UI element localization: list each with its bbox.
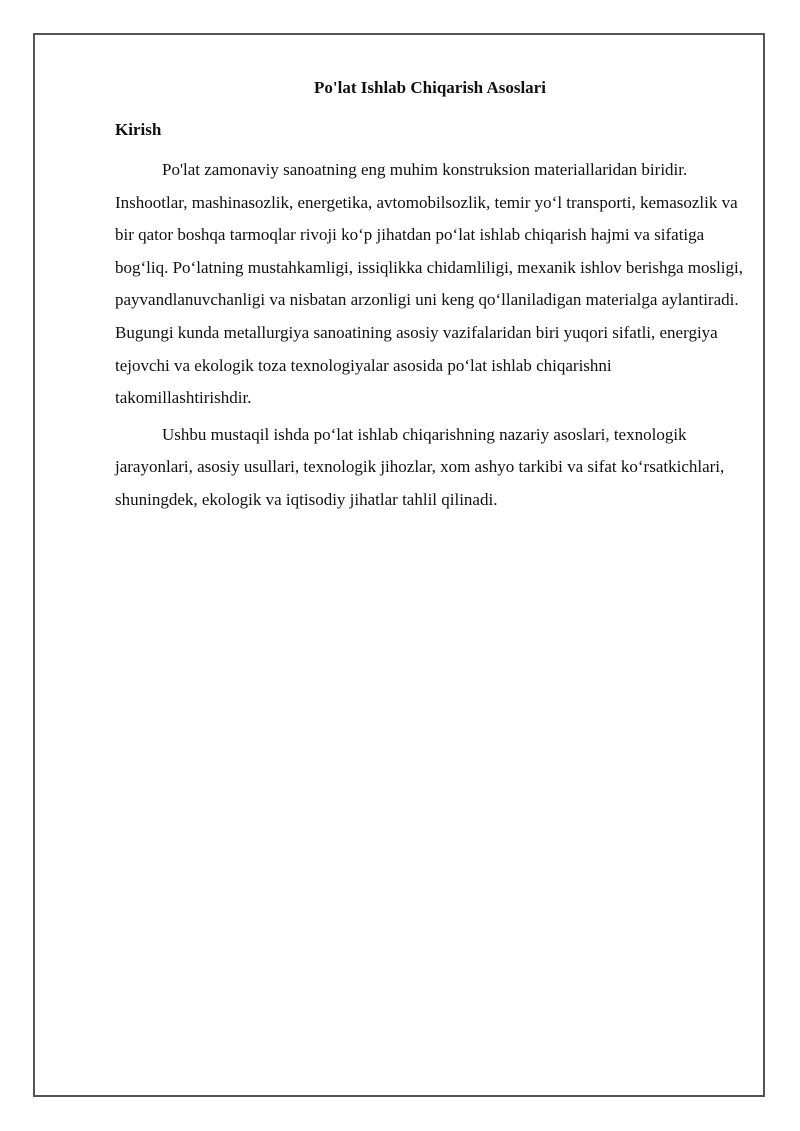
paragraph-scope: Ushbu mustaqil ishda po‘lat ishlab chiqarishning nazariy asoslari, texnologik jarayonlari, asosiy usullari, texnologik jihozlar, xom ashyo tarkibi va sifat ko‘rsatkichlari, shuningdek, ekologik va iqtisodiy jihatlar tahlil qilinadi. (115, 424, 725, 509)
document-title: Po'lat Ishlab Chiqarish Asoslari (314, 78, 546, 97)
section-heading: Kirish (115, 120, 162, 139)
paragraph-intro: Po'lat zamonaviy sanoatning eng muhim konstruksion materiallaridan biridir. Inshootlar, mashinasozlik, energetika, avtomobilsozlik, temir yo‘l transporti, kemasozlik va bir qator boshqa tarmoqlar rivoji ko‘p jihatdan po‘lat ishlab chiqarish hajmi va sifatiga bog‘liq. Po‘latning mustahkamligi, issiqlikka chidamliligi, mexanik ishlov berishga mosligi, payvandlanuvchanligi va nisbatan arzonligi uni keng qo‘llaniladigan materialga aylantiradi. Bugungi kunda metallurgiya sanoatining asosiy vazifalaridan biri yuqori sifatli, energiya tejovchi va ekologik toza texnologiyalar asosida po‘lat ishlab chiqarishni takomillashtirishdir. (115, 160, 744, 408)
document-body (115, 72, 745, 521)
